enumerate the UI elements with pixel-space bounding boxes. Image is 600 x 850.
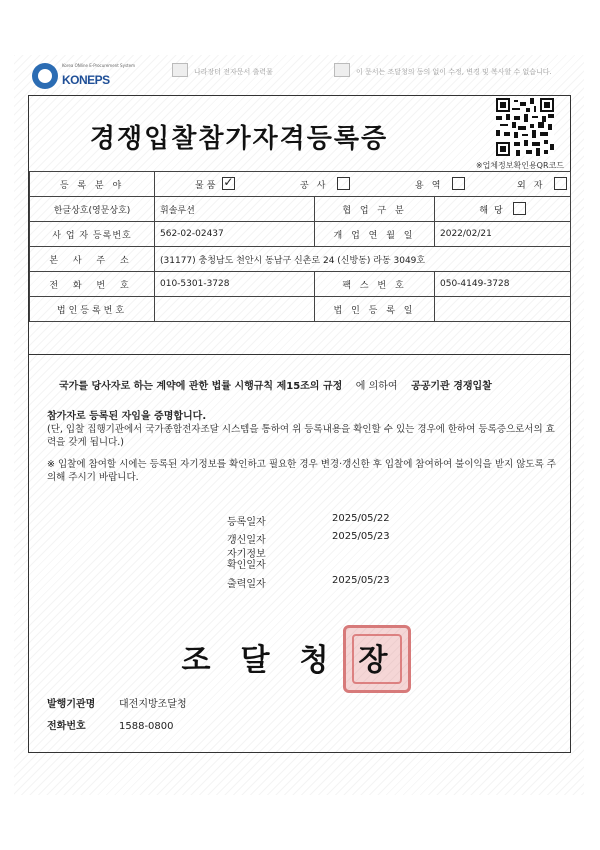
top-bar bbox=[14, 55, 584, 93]
footer-phone-value: 1588-0800 bbox=[119, 721, 174, 732]
corp-date-label: 법 인 등 록 일 bbox=[315, 297, 435, 322]
field-service bbox=[415, 177, 465, 191]
corp-no-label: 법인등록번호 bbox=[30, 297, 155, 322]
agreement-label: 협 업 구 분 bbox=[315, 197, 435, 222]
issuer-name: 조달청장 bbox=[181, 643, 418, 678]
field-construction-label: 공사 bbox=[300, 181, 334, 191]
phone-value: 010-5301-3728 bbox=[155, 272, 315, 297]
phone-row bbox=[47, 717, 174, 732]
certification-line-2: 참가자로 등록된 자임을 증명합니다. bbox=[47, 411, 207, 422]
service-checkbox bbox=[452, 177, 465, 190]
fax-value: 050-4149-3728 bbox=[435, 272, 571, 297]
open-date-value: 2022/02/21 bbox=[435, 222, 571, 247]
agreement-checkbox bbox=[513, 202, 526, 215]
address-value: (31177) 충청남도 천안시 동남구 신촌로 24 (신방동) 라동 3049호 bbox=[155, 247, 571, 272]
corp-no-value bbox=[155, 297, 315, 322]
koneps-logo-icon bbox=[32, 63, 58, 89]
document-sheet bbox=[14, 55, 584, 795]
document-icon bbox=[172, 63, 188, 77]
company-label: 한글상호(영문상호) bbox=[30, 197, 155, 222]
table-row bbox=[30, 222, 571, 247]
page-title: 경쟁입찰참가자격등록증 bbox=[89, 124, 389, 154]
date-label: 자기정보 확인일자 bbox=[227, 549, 266, 571]
field-foreign-label: 외자 bbox=[517, 181, 551, 191]
date-label: 등록일자 bbox=[227, 517, 266, 528]
copy-warning: 이 문서는 조달청의 동의 없이 수정, 변경 및 복사할 수 없습니다. bbox=[356, 68, 552, 76]
agency-value: 대전지방조달청 bbox=[119, 699, 187, 710]
certificate-body bbox=[29, 354, 570, 753]
monitor-icon bbox=[334, 63, 350, 77]
bizno-value: 562-02-02437 bbox=[155, 222, 315, 247]
date-label: 출력일자 bbox=[227, 579, 266, 590]
law-reference: 국가를 당사자로 하는 계약에 관한 법률 시행규칙 제15조의 규정 bbox=[59, 381, 343, 392]
fax-label: 팩 스 번 호 bbox=[315, 272, 435, 297]
agreement-cell bbox=[435, 197, 571, 222]
field-goods-label: 물품 bbox=[195, 181, 219, 191]
logo-subtitle: Korea ONline E-Procurement System bbox=[62, 63, 135, 68]
certificate-frame bbox=[28, 95, 571, 753]
table-row bbox=[30, 297, 571, 322]
table-row bbox=[30, 247, 571, 272]
qr-note: ※업체정보확인용QR코드 bbox=[475, 161, 564, 170]
field-label: 등 록 분 야 bbox=[30, 172, 155, 197]
field-goods bbox=[195, 177, 235, 191]
registration-table bbox=[29, 171, 571, 322]
logo-brand: KONEPS bbox=[62, 73, 110, 87]
field-construction bbox=[300, 177, 350, 191]
date-value: 2025/05/23 bbox=[332, 531, 390, 542]
field-foreign bbox=[517, 177, 567, 191]
agency-label: 발행기관명 bbox=[47, 699, 96, 710]
construction-checkbox bbox=[337, 177, 350, 190]
foreign-checkbox bbox=[554, 177, 567, 190]
table-row bbox=[30, 197, 571, 222]
field-checkboxes bbox=[155, 172, 571, 197]
footer-phone-label: 전화번호 bbox=[47, 721, 86, 732]
address-label: 본 사 주 소 bbox=[30, 247, 155, 272]
open-date-label: 개 업 연 월 일 bbox=[315, 222, 435, 247]
date-value: 2025/05/23 bbox=[332, 575, 390, 586]
koneps-logo bbox=[32, 61, 142, 91]
date-label: 갱신일자 bbox=[227, 535, 266, 546]
table-row bbox=[30, 172, 571, 197]
agency-row bbox=[47, 695, 187, 710]
phone-label: 전 화 번 호 bbox=[30, 272, 155, 297]
agreement-value: 해당 bbox=[479, 206, 509, 216]
law-connector: 에 의하여 bbox=[355, 381, 398, 392]
validity-note: (단, 입찰 집행기관에서 국가종합전자조달 시스템을 통하여 위 등록내용을 확인할 수 있는 경우에 한하여 등록증으로서의 효력을 갖게 됩니다.) bbox=[47, 424, 555, 448]
table-row bbox=[30, 272, 571, 297]
qr-code-icon bbox=[496, 98, 554, 156]
company-value: 휘솔루션 bbox=[155, 197, 315, 222]
corp-date-value bbox=[435, 297, 571, 322]
certification-line-1 bbox=[59, 377, 492, 392]
date-value: 2025/05/22 bbox=[332, 513, 390, 524]
bizno-label: 사 업 자 등록번호 bbox=[30, 222, 155, 247]
caution-note: ※ 입찰에 참여할 시에는 등록된 자기정보를 확인하고 필요한 경우 변경·갱신한 후 입찰에 참여하여 불이익을 받지 않도록 주의해 주시기 바랍니다. bbox=[47, 459, 556, 483]
print-notice: 나라장터 전자문서 출력물 bbox=[194, 68, 273, 76]
field-service-label: 용역 bbox=[415, 181, 449, 191]
goods-checkbox bbox=[222, 177, 235, 190]
bid-type: 공공기관 경쟁입찰 bbox=[411, 381, 492, 392]
